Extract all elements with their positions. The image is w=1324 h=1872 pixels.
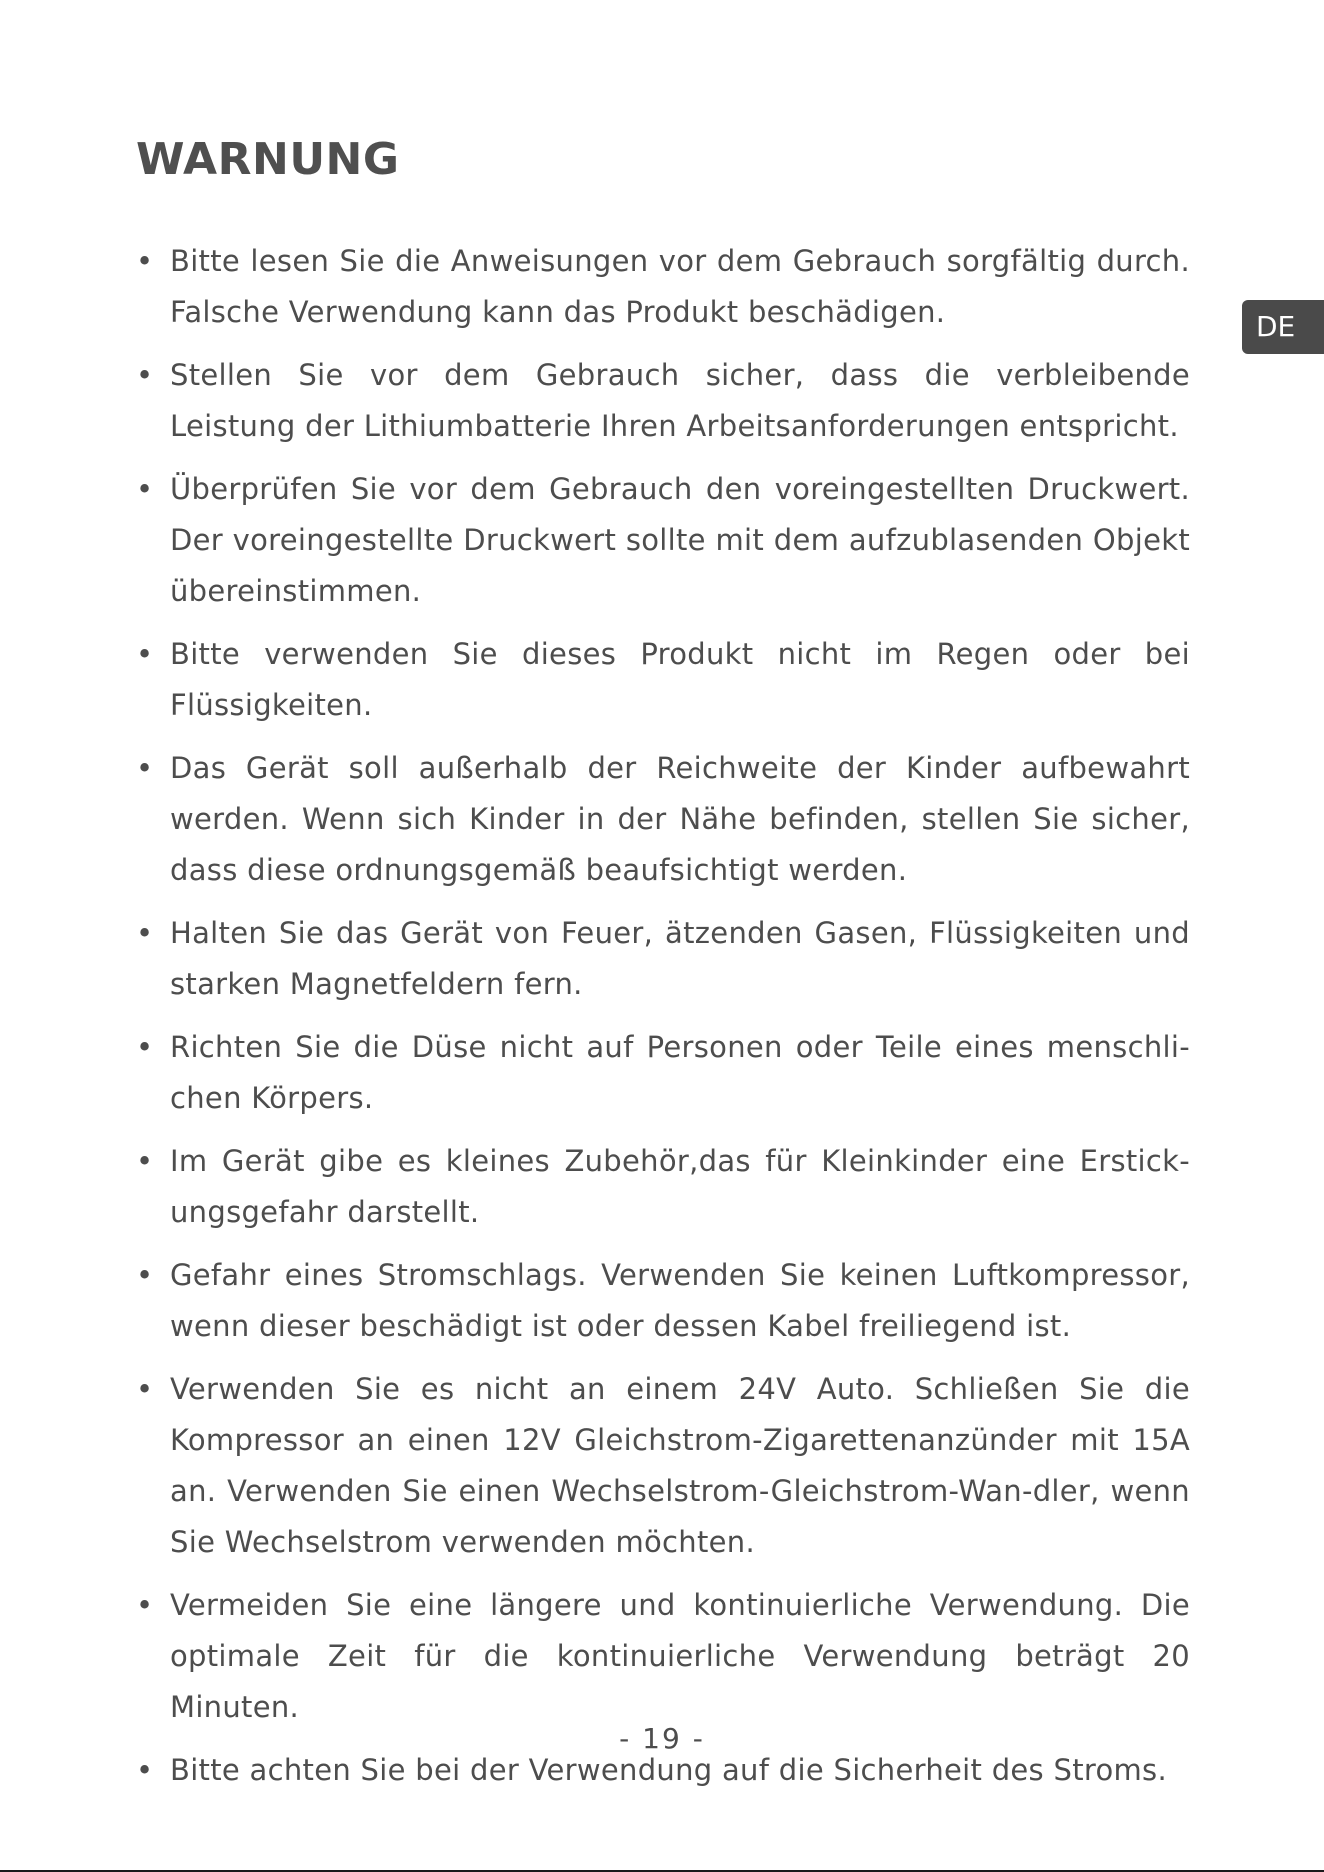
warning-text: Stellen Sie vor dem Gebrauch sicher, dass die verbleibende Leistung der Lithiumbatterie Ihren Arbeitsanforderungen entspricht. — [170, 358, 1190, 443]
page-title: WARNUNG — [136, 134, 400, 185]
bullet-icon: • — [136, 1144, 154, 1178]
warning-text: Bitte lesen Sie die Anweisungen vor dem Gebrauch sorgfältig durch. Falsche Verwendung kann das Produkt beschädigen. — [170, 244, 1190, 329]
bullet-icon: • — [136, 637, 154, 671]
warning-text: Halten Sie das Gerät von Feuer, ätzenden Gasen, Flüssigkeiten und starken Magnetfeldern fern. — [170, 916, 1190, 1001]
page-number: - 19 - — [619, 1722, 705, 1755]
warning-item — [136, 1136, 1190, 1238]
warning-item — [136, 1364, 1190, 1568]
warning-item — [136, 1250, 1190, 1352]
language-tab: DE — [1242, 300, 1324, 354]
warning-text: Im Gerät gibe es kleines Zubehör,das für Kleinkinder eine Erstick-ungsgefahr darstellt. — [170, 1144, 1190, 1229]
bullet-icon: • — [136, 1588, 154, 1622]
bullet-icon: • — [136, 1030, 154, 1064]
bullet-icon: • — [136, 358, 154, 392]
warning-text: Bitte verwenden Sie dieses Produkt nicht im Regen oder bei Flüssigkeiten. — [170, 637, 1190, 722]
warning-text: Vermeiden Sie eine längere und kontinuierliche Verwendung. Die optimale Zeit für die kontinuierliche Verwendung beträgt 20 Minuten. — [170, 1588, 1190, 1724]
bullet-icon: • — [136, 916, 154, 950]
bullet-icon: • — [136, 244, 154, 278]
bullet-icon: • — [136, 1258, 154, 1292]
warning-item — [136, 1580, 1190, 1733]
warning-item — [136, 350, 1190, 452]
warning-item — [136, 743, 1190, 896]
warning-item — [136, 1022, 1190, 1124]
warning-item — [136, 908, 1190, 1010]
warning-text: Gefahr eines Stromschlags. Verwenden Sie keinen Luftkompressor, wenn dieser beschädigt ist oder dessen Kabel freiliegend ist. — [170, 1258, 1190, 1343]
warning-text: Verwenden Sie es nicht an einem 24V Auto. Schließen Sie die Kompressor an einen 12V Gleichstrom-Zigarettenanzünder mit 15A an. Verwenden Sie einen Wechselstrom-Gleichstrom-Wan-dler, wenn Sie Wechselstrom verwenden möchten. — [170, 1372, 1190, 1559]
warning-item — [136, 236, 1190, 338]
bullet-icon: • — [136, 1753, 154, 1787]
warning-text: Überprüfen Sie vor dem Gebrauch den voreingestellten Druckwert. Der voreingestellte Druckwert sollte mit dem aufzublasenden Objekt übereinstimmen. — [170, 472, 1190, 608]
bullet-icon: • — [136, 1372, 154, 1406]
warning-text: Bitte achten Sie bei der Verwendung auf die Sicherheit des Stroms. — [170, 1753, 1167, 1787]
bullet-icon: • — [136, 472, 154, 506]
bullet-icon: • — [136, 751, 154, 785]
warning-list — [136, 236, 1190, 1808]
warning-text: Richten Sie die Düse nicht auf Personen oder Teile eines menschli-chen Körpers. — [170, 1030, 1190, 1115]
warning-text: Das Gerät soll außerhalb der Reichweite der Kinder aufbewahrt werden. Wenn sich Kinder in der Nähe befinden, stellen Sie sicher, dass diese ordnungsgemäß beaufsichtigt werden. — [170, 751, 1190, 887]
warning-item — [136, 464, 1190, 617]
warning-item — [136, 629, 1190, 731]
